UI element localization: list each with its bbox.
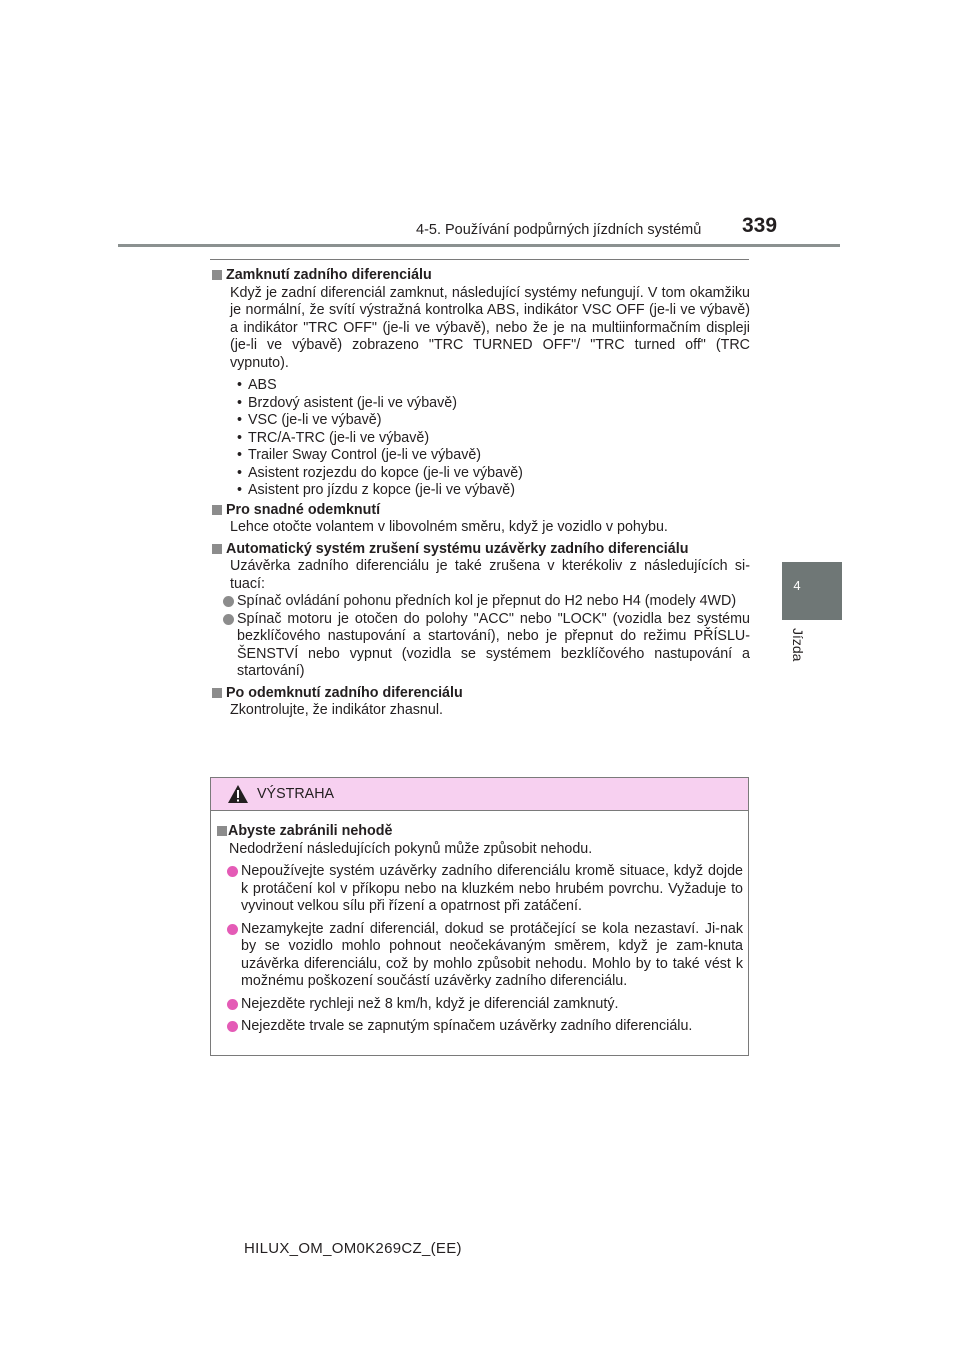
warning-item: Nejezděte rychleji než 8 km/h, když je diferenciál zamknutý. — [211, 996, 743, 1014]
section-text: Zkontrolujte, že indikátor zhasnul. — [230, 702, 443, 718]
warning-item: Nepoužívejte systém uzávěrky zadního diferenciálu kromě situace, když dojde k protáčení kol v příkopu nebo na kluzkém nebo hrubém povrchu. Vyžaduje to vyvinout velkou sílu při řízení a opatrnost při zatáčení. — [211, 863, 743, 916]
section-heading: Zamknutí zadního diferenciálu — [210, 267, 750, 285]
page-number: 339 — [742, 214, 778, 237]
square-bullet-icon — [212, 544, 222, 554]
warning-label: VÝSTRAHA — [257, 786, 335, 802]
list-item: • Asistent pro jízdu z kopce (je-li ve výbavě) — [237, 482, 750, 500]
warning-heading: Abyste zabránili nehodě — [211, 823, 743, 841]
square-bullet-icon — [212, 270, 222, 280]
warning-body — [211, 811, 748, 1036]
chapter-tab — [782, 562, 842, 620]
warning-header — [211, 778, 748, 811]
circle-bullet-icon — [223, 614, 234, 625]
chapter-tab-number: 4 — [793, 578, 801, 593]
section-heading: Automatický systém zrušení systému uzávěrky zadního diferenciálu — [210, 541, 750, 559]
warning-intro: Nedodržení následujících pokynů může způsobit nehodu. — [229, 840, 593, 857]
list-item: • Brzdový asistent (je-li ve výbavě) — [237, 395, 750, 413]
list-item: • Trailer Sway Control (je-li ve výbavě) — [237, 447, 750, 465]
section-heading: Po odemknutí zadního diferenciálu — [210, 685, 750, 703]
section-text: Uzávěrka zadního diferenciálu je také zrušena v kterékoliv z následujících si-tuací: — [230, 558, 750, 592]
section-text: Lehce otočte volantem v libovolném směru, když je vozidlo v pohybu. — [230, 519, 668, 535]
circle-bullet-icon — [227, 866, 238, 877]
warning-item: Nezamykejte zadní diferenciál, dokud se protáčející se kola nezastaví. Ji-nak by se vozidlo mohlo pohnout neočekávaným směrem, když je zam-knuta uzávěrka diferenciálu, což by mohlo způsobit nehodu. Mohlo by to také vést k možnému poškození součástí uzávěrky zadního diferenciálu. — [211, 921, 743, 991]
warning-triangle-icon — [227, 784, 249, 804]
chapter-tab-label: Jízda — [790, 628, 806, 662]
circle-bullet-icon — [227, 999, 238, 1010]
section-heading: Pro snadné odemknutí — [210, 502, 750, 520]
list-item: Spínač ovládání pohonu předních kol je přepnut do H2 nebo H4 (modely 4WD) — [210, 593, 750, 611]
content-top-rule — [210, 259, 749, 260]
circle-bullet-icon — [223, 596, 234, 607]
warning-box — [210, 777, 749, 1056]
list-item: Spínač motoru je otočen do polohy "ACC" nebo "LOCK" (vozidla bez systému bezklíčového nastupování a startování), nebo je přepnut do režimu PŘÍSLU-ŠENSTVÍ nebo vypnut (vozidla se systémem bezklíčového nastupování a startování) — [210, 611, 750, 681]
chapter-title: 4-5. Používání podpůrných jízdních systémů — [416, 222, 702, 238]
circle-bullet-icon — [227, 924, 238, 935]
warning-item: Nejezděte trvale se zapnutým spínačem uzávěrky zadního diferenciálu. — [211, 1018, 743, 1036]
square-bullet-icon — [217, 826, 227, 836]
disabled-systems-list — [210, 377, 750, 500]
header-rule — [118, 244, 840, 247]
square-bullet-icon — [212, 688, 222, 698]
document-code: HILUX_OM_OM0K269CZ_(EE) — [244, 1240, 462, 1257]
list-item: • Asistent rozjezdu do kopce (je-li ve výbavě) — [237, 465, 750, 483]
list-item: • ABS — [237, 377, 750, 395]
square-bullet-icon — [212, 505, 222, 515]
circle-bullet-icon — [227, 1021, 238, 1032]
section-text: Když je zadní diferenciál zamknut, následující systémy nefungují. V tom okamžiku je normální, že svítí výstražná kontrolka ABS, indikátor VSC OFF (je-li ve výbavě) a indikátor "TRC OFF" (je-li ve výbavě), nebo že je na multiinformačním displeji (je-li ve výbavě) zobrazeno "TRC TURNED OFF"/ "TRC turned off" (TRC vypnuto). — [230, 284, 750, 371]
main-content — [210, 267, 750, 720]
list-item: • TRC/A-TRC (je-li ve výbavě) — [237, 430, 750, 448]
list-item: • VSC (je-li ve výbavě) — [237, 412, 750, 430]
